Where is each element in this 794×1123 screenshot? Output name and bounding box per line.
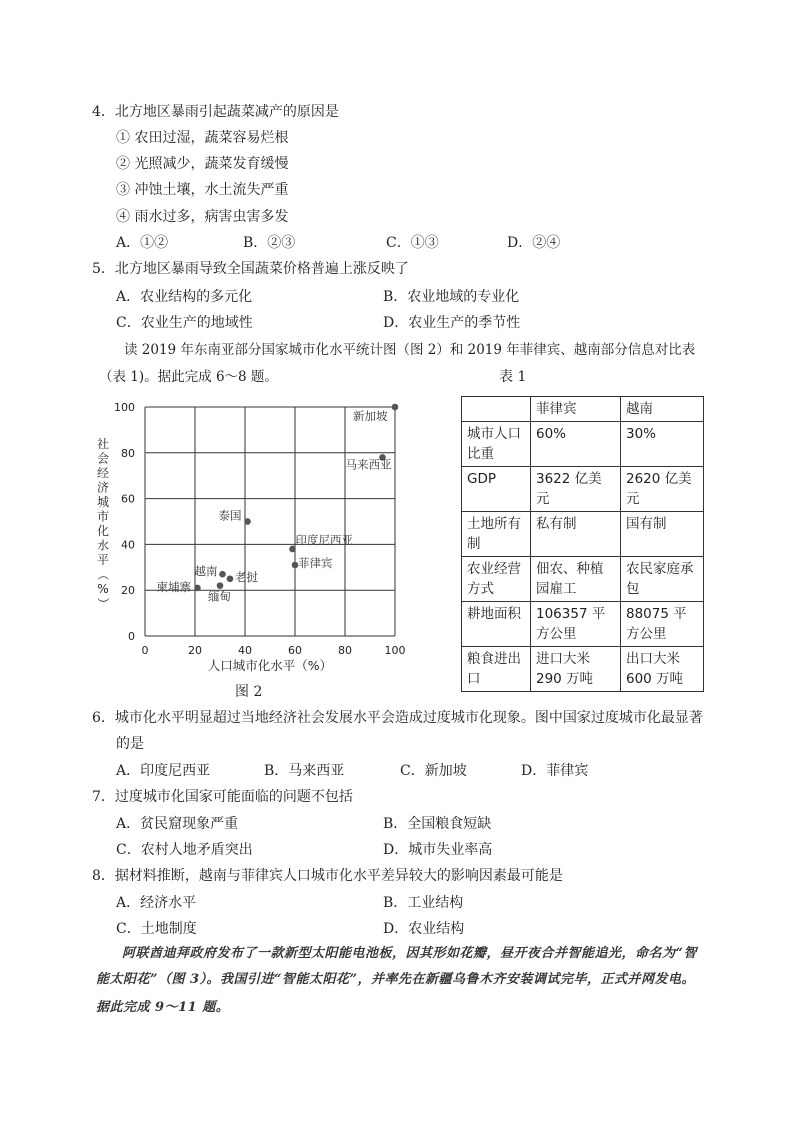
x-axis-label: 人口城市化水平（%） xyxy=(207,658,333,673)
data-point-label: 越南 xyxy=(194,564,218,579)
q7-option-d: D．城市失业率高 xyxy=(383,842,493,858)
table-cell: GDP xyxy=(462,467,531,512)
data-point-label: 印度尼西亚 xyxy=(295,532,353,547)
table-header-cell xyxy=(462,397,531,422)
q7-option-b: B．全国粮食短缺 xyxy=(383,816,492,832)
q4-option-c: C．①③ xyxy=(386,235,439,251)
y-axis-label-char: 济 xyxy=(96,480,110,495)
table-header-cell: 菲律宾 xyxy=(531,397,621,422)
y-tick-label: 20 xyxy=(121,584,135,598)
q6-stem-line2: 的是 xyxy=(116,736,144,752)
y-tick-label: 100 xyxy=(114,401,135,414)
table-cell: 30% xyxy=(621,422,704,467)
q4-item-3: ③ 冲蚀土壤，水土流失严重 xyxy=(116,182,289,198)
data-point xyxy=(217,582,224,589)
table-cell: 粮食进出口 xyxy=(462,647,531,692)
x-tick-label: 20 xyxy=(188,644,202,657)
data-point-label: 泰国 xyxy=(218,508,242,523)
data-point xyxy=(227,575,234,582)
y-axis-label-char: 化 xyxy=(96,524,110,538)
y-axis-label-char: 经 xyxy=(96,466,110,480)
table-cell: 耕地面积 xyxy=(462,602,531,647)
y-axis-label-char: ） xyxy=(96,597,110,610)
table-cell: 2620 亿美元 xyxy=(621,467,704,512)
table-cell: 3622 亿美元 xyxy=(531,467,621,512)
y-tick-label: 60 xyxy=(121,492,135,506)
table-row xyxy=(462,647,704,692)
table-cell: 88075 平方公里 xyxy=(621,602,704,647)
q4-option-a: A．①② xyxy=(116,235,169,251)
table-row xyxy=(462,602,704,647)
q6-option-d: D．菲律宾 xyxy=(521,763,589,779)
q8-option-d: D．农业结构 xyxy=(383,921,465,937)
x-tick-label: 100 xyxy=(384,644,406,657)
q4-option-d: D．②④ xyxy=(507,235,561,251)
passage1-line2: （表 1)。据此完成 6～8 题。 xyxy=(99,369,278,385)
table-cell: 出口大米 600 万吨 xyxy=(621,647,704,692)
q4-option-b: B．②③ xyxy=(243,235,296,251)
table-cell: 106357 平方公里 xyxy=(531,602,621,647)
table-row xyxy=(462,467,704,512)
q5-option-b: B．农业地域的专业化 xyxy=(383,289,520,305)
table-header-cell: 越南 xyxy=(621,397,704,422)
q4-item-1: ① 农田过湿，蔬菜容易烂根 xyxy=(116,130,289,146)
x-tick-label: 40 xyxy=(238,644,252,657)
x-tick-label: 0 xyxy=(141,644,149,657)
table-row xyxy=(462,557,704,602)
data-point xyxy=(244,518,251,525)
chart-grid xyxy=(145,407,395,636)
q5-option-c: C．农业生产的地域性 xyxy=(116,315,253,331)
q5-option-a: A．农业结构的多元化 xyxy=(116,289,253,305)
passage2-line3: 据此完成 9～11 题。 xyxy=(96,1000,230,1015)
y-axis-label-char: （ xyxy=(96,568,110,581)
q4-item-4: ④ 雨水过多，病害虫害多发 xyxy=(116,209,289,225)
q6-stem-line1: 6．城市化水平明显超过当地经济社会发展水平会造成过度城市化现象。图中国家过度城市化最显著 xyxy=(92,710,703,726)
figure-caption: 图 2 xyxy=(235,684,263,700)
table-cell: 佃农、种植园雇工 xyxy=(531,557,621,602)
q5-option-d: D．农业生产的季节性 xyxy=(383,315,521,331)
passage2-line1: 阿联酋迪拜政府发布了一款新型太阳能电池板，因其形如花瓣，昼开夜合并智能追光，命名为“智 xyxy=(122,946,697,961)
y-axis-label-char: % xyxy=(97,582,109,596)
y-axis-label-char: 会 xyxy=(96,451,110,466)
info-table xyxy=(461,396,704,692)
table-cell: 农民家庭承包 xyxy=(621,557,704,602)
y-axis-label-char: 社 xyxy=(96,437,110,451)
q8-stem: 8．据材料推断，越南与菲律宾人口城市化水平差异较大的影响因素最可能是 xyxy=(92,868,563,884)
x-tick-label: 60 xyxy=(288,644,302,657)
q4-item-2: ② 光照减少，蔬菜发育缓慢 xyxy=(116,156,289,172)
table-row xyxy=(462,512,704,557)
q5-stem: 5．北方地区暴雨导致全国蔬菜价格普遍上涨反映了 xyxy=(92,261,409,277)
y-axis-label xyxy=(96,436,110,610)
q6-option-a: A．印度尼西亚 xyxy=(116,763,211,779)
table-cell: 农业经营方式 xyxy=(462,557,531,602)
y-axis-label-char: 城 xyxy=(96,495,110,509)
data-point-label: 马来西亚 xyxy=(345,457,392,472)
q8-option-a: A．经济水平 xyxy=(116,895,197,911)
q8-option-c: C．土地制度 xyxy=(116,921,197,937)
q8-option-b: B．工业结构 xyxy=(383,895,464,911)
q7-option-c: C．农村人地矛盾突出 xyxy=(116,842,253,858)
data-point-label: 菲律宾 xyxy=(298,556,333,571)
y-axis-label-char: 市 xyxy=(96,509,110,524)
x-tick-label: 80 xyxy=(338,644,352,657)
y-tick-label: 40 xyxy=(121,538,135,552)
data-point xyxy=(219,571,226,578)
q7-option-a: A．贫民窟现象严重 xyxy=(116,816,239,832)
data-point xyxy=(194,585,201,592)
data-point xyxy=(392,404,399,411)
table-header-row xyxy=(462,397,704,422)
table-cell: 城市人口比重 xyxy=(462,422,531,467)
y-axis-label-char: 水 xyxy=(96,538,110,553)
q6-option-c: C．新加坡 xyxy=(400,763,467,779)
chart-ticks xyxy=(114,401,406,657)
table-cell: 国有制 xyxy=(621,512,704,557)
data-point-label: 新加坡 xyxy=(353,409,388,423)
passage1-line1: 读 2019 年东南亚部分国家城市化水平统计图（图 2）和 2019 年菲律宾、越南部分信息对比表 xyxy=(124,342,696,358)
q6-option-b: B．马来西亚 xyxy=(264,763,345,779)
table-caption: 表 1 xyxy=(499,369,527,385)
data-point-label: 老挝 xyxy=(235,569,258,584)
data-point-label: 柬埔寨 xyxy=(156,579,191,594)
data-point-label: 缅甸 xyxy=(208,589,231,604)
passage2-line2: 能太阳花”（图 3）。我国引进“智能太阳花”，并率先在新疆乌鲁木齐安装调试完毕，正式并网发电。 xyxy=(96,972,696,987)
scatter-chart xyxy=(88,392,418,682)
y-tick-label: 0 xyxy=(128,630,135,643)
q4-stem: 4．北方地区暴雨引起蔬菜减产的原因是 xyxy=(92,104,339,120)
table-cell: 进口大米 290 万吨 xyxy=(531,647,621,692)
table-cell: 60% xyxy=(531,422,621,467)
q7-stem: 7．过度城市化国家可能面临的问题不包括 xyxy=(92,789,353,805)
y-tick-label: 80 xyxy=(121,446,135,460)
chart-points xyxy=(157,404,399,604)
table-row xyxy=(462,422,704,467)
table-cell: 土地所有制 xyxy=(462,512,531,557)
y-axis-label-char: 平 xyxy=(96,553,110,567)
table-cell: 私有制 xyxy=(531,512,621,557)
